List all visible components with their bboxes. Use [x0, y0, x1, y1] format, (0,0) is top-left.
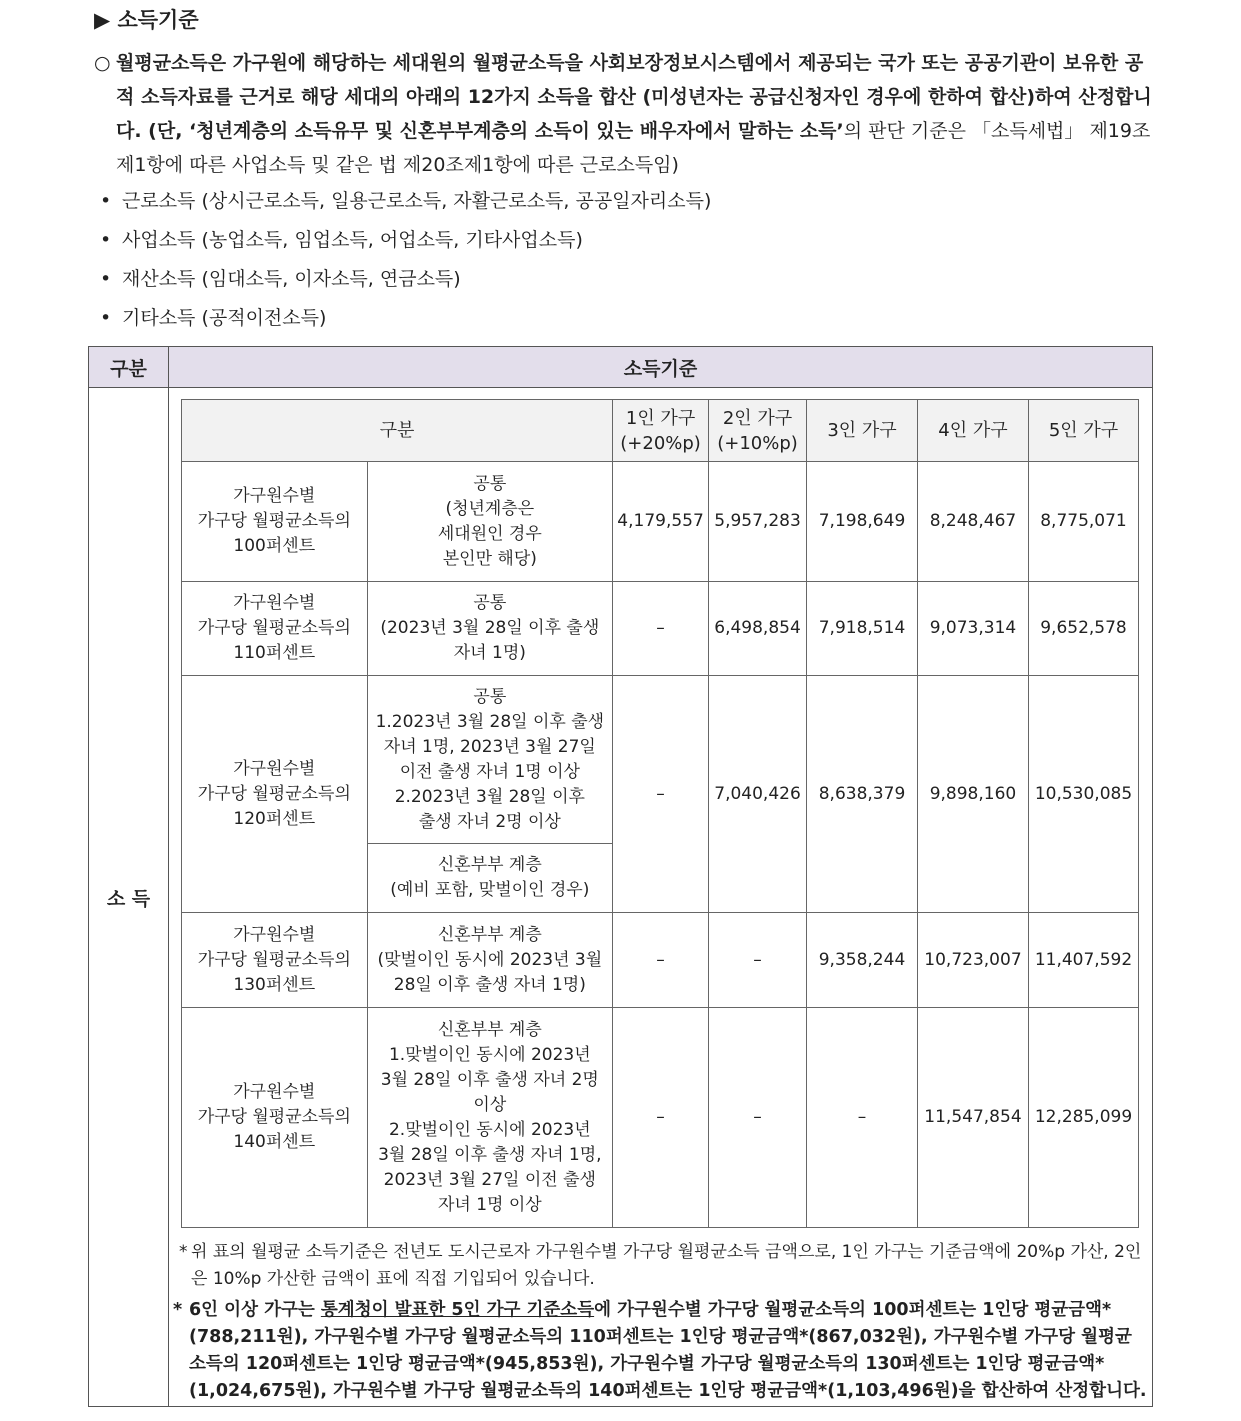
row-description: 신혼부부 계층 (예비 포함, 맞벌이인 경우) — [367, 844, 612, 913]
value-cell: 11,547,854 — [917, 1008, 1028, 1228]
value-cell: – — [613, 1008, 709, 1228]
intro-normal-text: 의 판단 기준은 「소득세법」 제19조제1항에 따른 사업소득 및 같은 법 제20조제1항에 따른 근로소득임) — [116, 120, 1151, 176]
outer-header-category: 구분 — [89, 347, 169, 388]
intro-bold-text: 월평균소득은 가구원에 해당하는 세대원의 월평균소득을 사회보장정보시스템에서 제공되는 국가 또는 공공기관이 보유한 공적 소득자료를 근거로 해당 세대의 아래의 12가지 소득을 합산 (미성년자는 공급신청자인 경우에 한하여 합산)하여 산정합니다. (단, ‘청년계층의 소득유무 및 신혼부부계층의 소득이 있는 배우자에서 말하는 소득’ — [116, 52, 1152, 142]
value-cell: 7,040,426 — [709, 676, 807, 913]
value-cell: 5,957,283 — [709, 462, 807, 582]
list-item: • 사업소득 (농업소득, 임업소득, 어업소득, 기타사업소득) — [100, 221, 711, 260]
value-cell: 12,285,099 — [1028, 1008, 1138, 1228]
th-5person: 5인 가구 — [1028, 400, 1138, 462]
outer-header-criteria: 소득기준 — [169, 347, 1152, 388]
value-cell: – — [613, 582, 709, 676]
circle-bullet-icon: ○ — [94, 52, 111, 74]
row-group-label: 가구원수별 가구당 월평균소득의 130퍼센트 — [182, 913, 368, 1008]
outer-row-label: 소 득 — [89, 388, 169, 1406]
table-row — [182, 462, 1139, 582]
th-1person: 1인 가구 (+20%p) — [613, 400, 709, 462]
bullet-dot-icon: • — [100, 307, 112, 329]
bullet-dot-icon: • — [100, 229, 112, 251]
th-3person: 3인 가구 — [807, 400, 918, 462]
list-item: • 근로소득 (상시근로소득, 일용근로소득, 자활근로소득, 공공일자리소득) — [100, 182, 711, 221]
row-group-label: 가구원수별 가구당 월평균소득의 120퍼센트 — [182, 676, 368, 913]
value-cell: – — [613, 913, 709, 1008]
asterisk-mark: * — [179, 1242, 188, 1262]
value-cell: – — [807, 1008, 918, 1228]
table-row — [182, 582, 1139, 676]
th-category: 구분 — [182, 400, 613, 462]
row-description: 신혼부부 계층 (맞벌이인 동시에 2023년 3월 28일 이후 출생 자녀 1명) — [367, 913, 612, 1008]
value-cell: 9,073,314 — [917, 582, 1028, 676]
value-cell: 10,723,007 — [917, 913, 1028, 1008]
asterisk-mark: * — [173, 1300, 183, 1320]
value-cell: – — [709, 1008, 807, 1228]
income-type-list — [100, 182, 711, 338]
value-cell: 11,407,592 — [1028, 913, 1138, 1008]
value-cell: 7,198,649 — [807, 462, 918, 582]
row-group-label: 가구원수별 가구당 월평균소득의 140퍼센트 — [182, 1008, 368, 1228]
income-table — [181, 399, 1139, 1228]
value-cell: 4,179,557 — [613, 462, 709, 582]
row-description: 공통 (청년계층은 세대원인 경우 본인만 해당) — [367, 462, 612, 582]
value-cell: – — [613, 676, 709, 913]
value-cell: 9,652,578 — [1028, 582, 1138, 676]
row-group-label: 가구원수별 가구당 월평균소득의 100퍼센트 — [182, 462, 368, 582]
value-cell: – — [709, 913, 807, 1008]
list-item: • 기타소득 (공적이전소득) — [100, 299, 711, 338]
row-description: 공통 1.2023년 3월 28일 이후 출생 자녀 1명, 2023년 3월 27일 이전 출생 자녀 1명 이상 2.2023년 3월 28일 이후 출생 자녀 2명 이상 — [367, 676, 612, 844]
value-cell: 8,248,467 — [917, 462, 1028, 582]
table-row — [182, 913, 1139, 1008]
row-group-label: 가구원수별 가구당 월평균소득의 110퍼센트 — [182, 582, 368, 676]
value-cell: 7,918,514 — [807, 582, 918, 676]
value-cell: 9,358,244 — [807, 913, 918, 1008]
row-description: 공통 (2023년 3월 28일 이후 출생 자녀 1명) — [367, 582, 612, 676]
income-criteria-box — [88, 346, 1153, 1407]
table-row — [182, 1008, 1139, 1228]
value-cell: 9,898,160 — [917, 676, 1028, 913]
section-heading: ▶ 소득기준 — [94, 8, 199, 32]
bullet-dot-icon: • — [100, 190, 112, 212]
list-item: • 재산소득 (임대소득, 이자소득, 연금소득) — [100, 260, 711, 299]
table-row — [182, 676, 1139, 844]
value-cell: 8,638,379 — [807, 676, 918, 913]
th-2person: 2인 가구 (+10%p) — [709, 400, 807, 462]
footnote-2: * 6인 이상 가구는 통계청이 발표한 5인 가구 기준소득에 가구원수별 가구당 월평균소득의 100퍼센트는 1인당 평균금액*(788,211원), 가구원수별 가구당 월평균소득의 110퍼센트는 1인당 평균금액*(867,032원), 가구원수별 가구당 월평균소득의 120퍼센트는 1인당 평균금액*(945,853원), 가구원수별 가구당 월평균소득의 130퍼센트는 1인당 평균금액*(1,024,675원), 가구원수별 가구당 월평균소득의 140퍼센트는 1인당 평균금액*(1,103,496원)을 합산하여 산정합니다. — [173, 1297, 1148, 1405]
footnote-1: * 위 표의 월평균 소득기준은 전년도 도시근로자 가구원수별 가구당 월평균소득 금액으로, 1인 가구는 기준금액에 20%p 가산, 2인은 10%p 가산한 금액이 표에 직접 기입되어 있습니다. — [179, 1239, 1144, 1293]
value-cell: 6,498,854 — [709, 582, 807, 676]
th-4person: 4인 가구 — [917, 400, 1028, 462]
table-header-row — [182, 400, 1139, 462]
value-cell: 8,775,071 — [1028, 462, 1138, 582]
row-description: 신혼부부 계층 1.맞벌이인 동시에 2023년 3월 28일 이후 출생 자녀 2명 이상 2.맞벌이인 동시에 2023년 3월 28일 이후 출생 자녀 1명, 2023년 3월 27일 이전 출생 자녀 1명 이상 — [367, 1008, 612, 1228]
bullet-dot-icon: • — [100, 268, 112, 290]
value-cell: 10,530,085 — [1028, 676, 1138, 913]
